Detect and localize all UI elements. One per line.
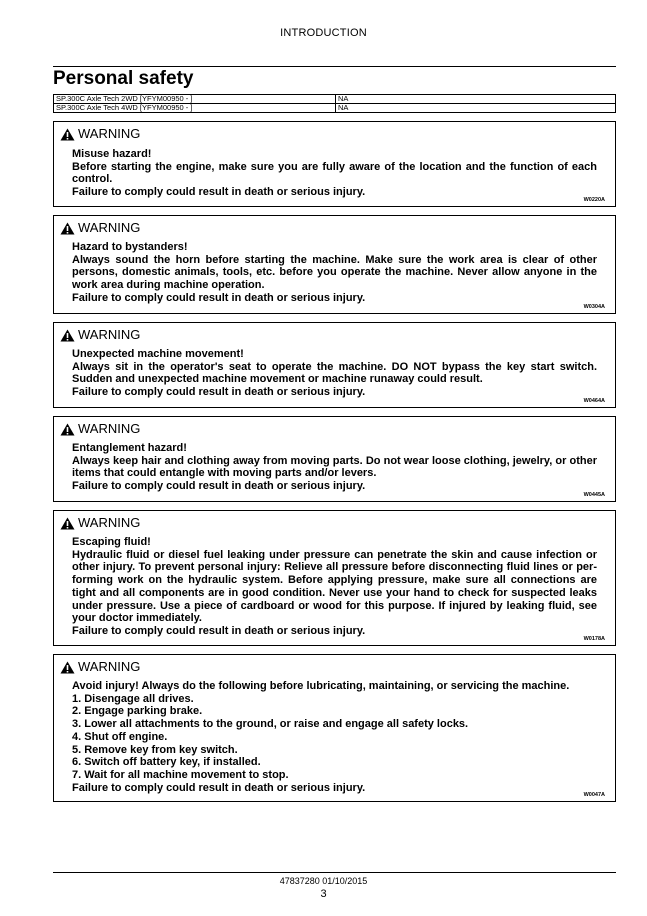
hazard-title: Entanglement hazard! [72,442,187,454]
procedure-steps [72,693,597,782]
warning-triangle-icon [60,661,75,674]
hazard-consequence: Failure to comply could result in death or serious injury. [72,386,366,399]
warning-text [72,536,597,638]
warning-text [72,680,597,794]
page-number: 3 [320,888,327,900]
warning-text [72,348,597,399]
warning-box [53,121,616,207]
hazard-consequence: Failure to comply could result in death or serious injury. [72,186,366,199]
warning-header [60,660,140,674]
warning-triangle-icon [60,517,75,530]
footer-rule [53,872,616,873]
applicability-table [53,94,616,113]
hazard-description: Always sit in the operator's seat to operate the machine. DO NOT bypass the key start switch. Sudden and unexpected machine movement or machine runaway could result. [72,360,597,386]
hazard-description: Before starting the engine, make sure you are fully aware of the location and the function of each control. [72,160,597,186]
warning-box [53,322,616,408]
warning-header [60,422,140,436]
warning-box [53,654,616,802]
model-cell: SP.300C Axle Tech 4WD [YFYM00950 - ] [54,104,336,113]
warning-box [53,416,616,502]
warning-text [72,241,597,305]
value-cell: NA [336,95,616,104]
hazard-title: Hazard to bystanders! [72,241,188,253]
warning-code: W0445A [583,492,605,498]
warning-label: WARNING [78,220,141,235]
warning-header [60,221,140,235]
warning-code: W0047A [583,792,605,798]
warning-triangle-icon [60,128,75,141]
hazard-consequence: Failure to comply could result in death or serious injury. [72,291,366,304]
list-item: 2. Engage parking brake. [72,705,203,718]
header-rule [53,66,616,67]
list-item: 5. Remove key from key switch. [72,743,238,756]
hazard-consequence: Failure to comply could result in death or serious injury. [72,624,366,637]
warning-header [60,127,140,141]
value-cell: NA [336,104,616,113]
list-item: 6. Switch off battery key, if installed. [72,756,261,769]
warning-code: W0464A [583,398,605,404]
warning-label: WARNING [78,421,141,436]
hazard-description: Hydraulic fluid or diesel fuel leaking under pressure can penetrate the skin and cause infection or other injury. To prevent personal injury: Relieve all pressure before disconnecting fluid lines or per-forming work on the hydraulic system. Before applying pressure, make sure all connections are tight and all components are in good condition. Never use your hand to check for suspected leaks under pressure. Use a piece of cardboard or wood for this purpose. If injured by leaking fluid, see your doctor immediately. [72,548,597,625]
warning-header [60,516,140,530]
hazard-consequence: Failure to comply could result in death or serious injury. [72,781,366,794]
hazard-title: Escaping fluid! [72,536,151,548]
warning-triangle-icon [60,423,75,436]
list-item: 1. Disengage all drives. [72,692,194,705]
warning-label: WARNING [78,327,141,342]
page-header: INTRODUCTION [280,27,367,39]
warning-code: W0178A [583,636,605,642]
document-number: 47837280 01/10/2015 [279,876,368,886]
warning-header [60,328,140,342]
hazard-description: Always sound the horn before starting the machine. Make sure the work area is clear of other persons, domestic animals, tools, etc. before you operate the machine. Never allow anyone in the work area during machine operation. [72,253,597,292]
warning-text [72,442,597,493]
warning-triangle-icon [60,329,75,342]
hazard-description: Always keep hair and clothing away from moving parts. Do not wear loose clothing, jewelry, or other items that could entangle with moving parts and/or levers. [72,454,597,480]
warning-box [53,510,616,646]
warning-label: WARNING [78,515,141,530]
list-item: 4. Shut off engine. [72,730,168,743]
hazard-intro: Avoid injury! Always do the following before lubricating, maintaining, or servicing the machine. [72,680,570,692]
warning-text [72,148,597,199]
list-item: 7. Wait for all machine movement to stop. [72,768,289,781]
list-item: 3. Lower all attachments to the ground, or raise and engage all safety locks. [72,718,469,731]
warning-label: WARNING [78,126,141,141]
warning-triangle-icon [60,222,75,235]
warning-box [53,215,616,314]
warning-label: WARNING [78,659,141,674]
hazard-title: Unexpected machine movement! [72,348,244,360]
model-cell: SP.300C Axle Tech 2WD [YFYM00950 - ] [54,95,336,104]
warning-code: W0220A [583,197,605,203]
hazard-consequence: Failure to comply could result in death or serious injury. [72,480,366,493]
page-title: Personal safety [53,68,194,89]
table-row [54,104,616,113]
hazard-title: Misuse hazard! [72,148,152,160]
warning-code: W0304A [583,304,605,310]
